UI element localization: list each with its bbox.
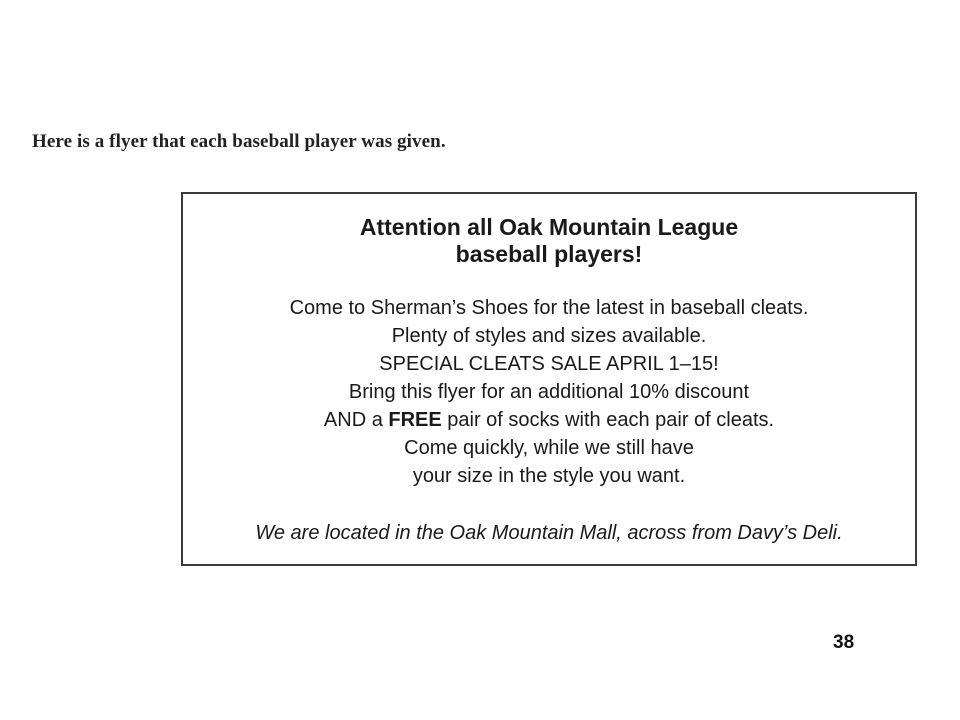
page-number: 38 [833,632,855,653]
flyer-heading-line-2: baseball players! [455,241,643,267]
flyer-box [181,192,917,566]
socks-text-before: AND a [323,409,389,431]
flyer-heading [183,214,915,268]
flyer-line-hurry: Come quickly, while we still have [404,437,694,459]
flyer-location: We are located in the Oak Mountain Mall, across from Davy’s Deli. [255,522,843,544]
flyer-line-styles: Plenty of styles and sizes available. [391,325,707,347]
free-emphasis: FREE [388,409,442,431]
flyer-heading-line-1: Attention all Oak Mountain League [359,214,739,240]
flyer-line-store: Come to Sherman’s Shoes for the latest in baseball cleats. [289,297,809,319]
flyer-line-sale: SPECIAL CLEATS SALE APRIL 1–15! [379,353,719,375]
intro-text: Here is a flyer that each baseball player was given. [32,131,446,152]
flyer-line-discount: Bring this flyer for an additional 10% discount [348,381,750,403]
flyer-body [183,294,915,490]
flyer-line-size: your size in the style you want. [412,465,686,487]
flyer-line-socks [183,406,915,434]
socks-text-after: pair of socks with each pair of cleats. [441,409,775,431]
